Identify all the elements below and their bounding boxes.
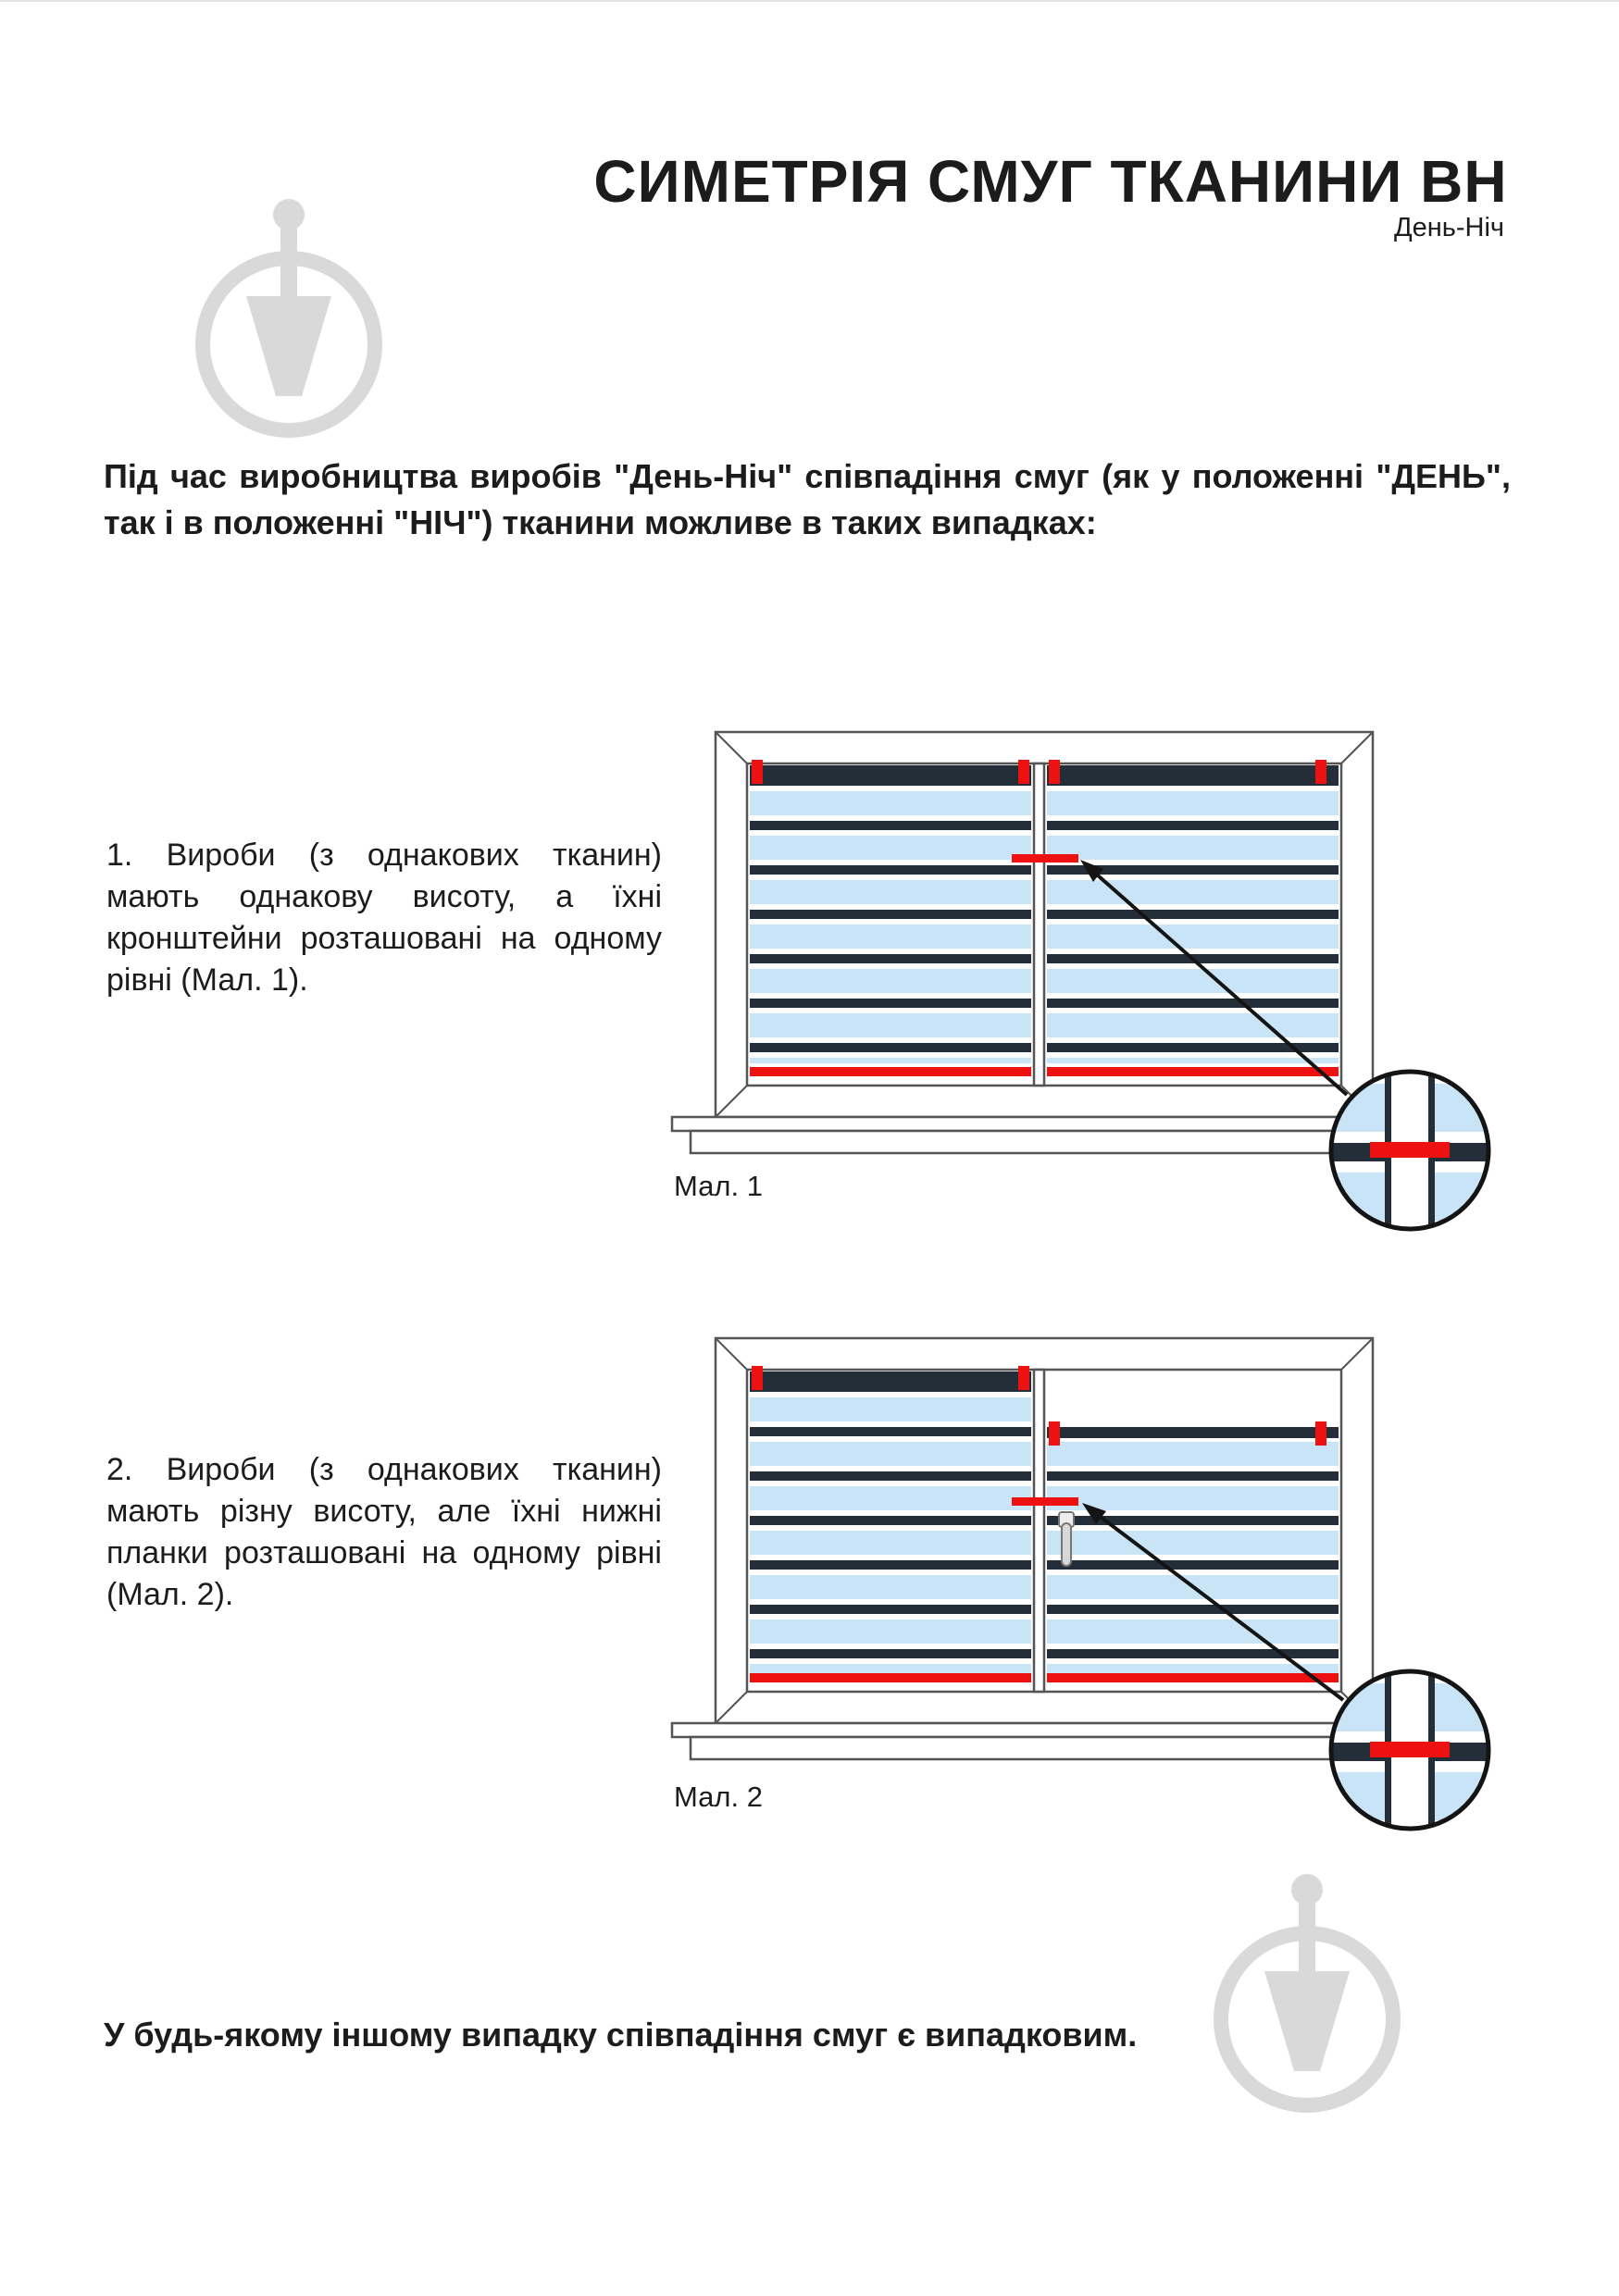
watermark-plumb-bob xyxy=(246,296,331,396)
blind-right xyxy=(1047,1421,1339,1682)
bracket-mark xyxy=(752,1366,763,1390)
page-subtitle: День-Ніч xyxy=(1393,213,1504,242)
figure-1-window-diagram xyxy=(657,719,1509,1251)
window-sill xyxy=(672,1117,1431,1153)
watermark-logo-icon xyxy=(176,187,407,492)
figure-1-caption: Мал. 1 xyxy=(674,1170,763,1202)
watermark-logo-icon xyxy=(1194,1862,1426,2167)
bracket-mark xyxy=(1018,1366,1029,1390)
stripe-alignment-mark xyxy=(1012,854,1078,863)
blind-left xyxy=(750,760,1031,1076)
figure-2-window-diagram xyxy=(657,1325,1509,1857)
bottom-rail xyxy=(750,1673,1031,1682)
item-2-text: 2. Вироби (з однакових тканин) мають різну висоту, але їхні нижні планки розташовані на одному рівні (Мал. 2). xyxy=(106,1452,662,1612)
item-1-text: 1. Вироби (з однакових тканин) мають однакову висоту, а їхні кронштейни розташовані на одному рівні (Мал. 1). xyxy=(106,838,662,998)
bracket-mark xyxy=(1018,760,1029,784)
page-title: СИМЕТРІЯ СМУГ ТКАНИНИ ВН xyxy=(593,147,1508,215)
intro-paragraph: Під час виробництва виробів "День-Ніч" співпадіння смуг (як у положенні "ДЕНЬ", так і в положенні "НІЧ") тканини можливе в таких випадках: xyxy=(104,457,1511,542)
watermark-loop xyxy=(273,199,305,230)
window-handle xyxy=(1059,1512,1074,1566)
blind-right xyxy=(1047,760,1339,1076)
blind-left xyxy=(750,1366,1031,1682)
bracket-mark xyxy=(1315,760,1326,784)
bracket-mark xyxy=(1315,1421,1326,1446)
bracket-mark xyxy=(752,760,763,784)
bracket-mark xyxy=(1049,760,1060,784)
bottom-rail xyxy=(1047,1673,1339,1682)
window-sill xyxy=(672,1723,1431,1759)
footer-note: У будь-якому іншому випадку співпадіння смуг є випадковим. xyxy=(104,2016,1138,2054)
watermark-loop xyxy=(1291,1874,1323,1905)
stripe-alignment-mark xyxy=(1012,1497,1078,1506)
figure-2-caption: Мал. 2 xyxy=(674,1781,763,1813)
bottom-rail xyxy=(1047,1067,1339,1076)
bottom-rail xyxy=(750,1067,1031,1076)
bracket-mark xyxy=(1049,1421,1060,1446)
